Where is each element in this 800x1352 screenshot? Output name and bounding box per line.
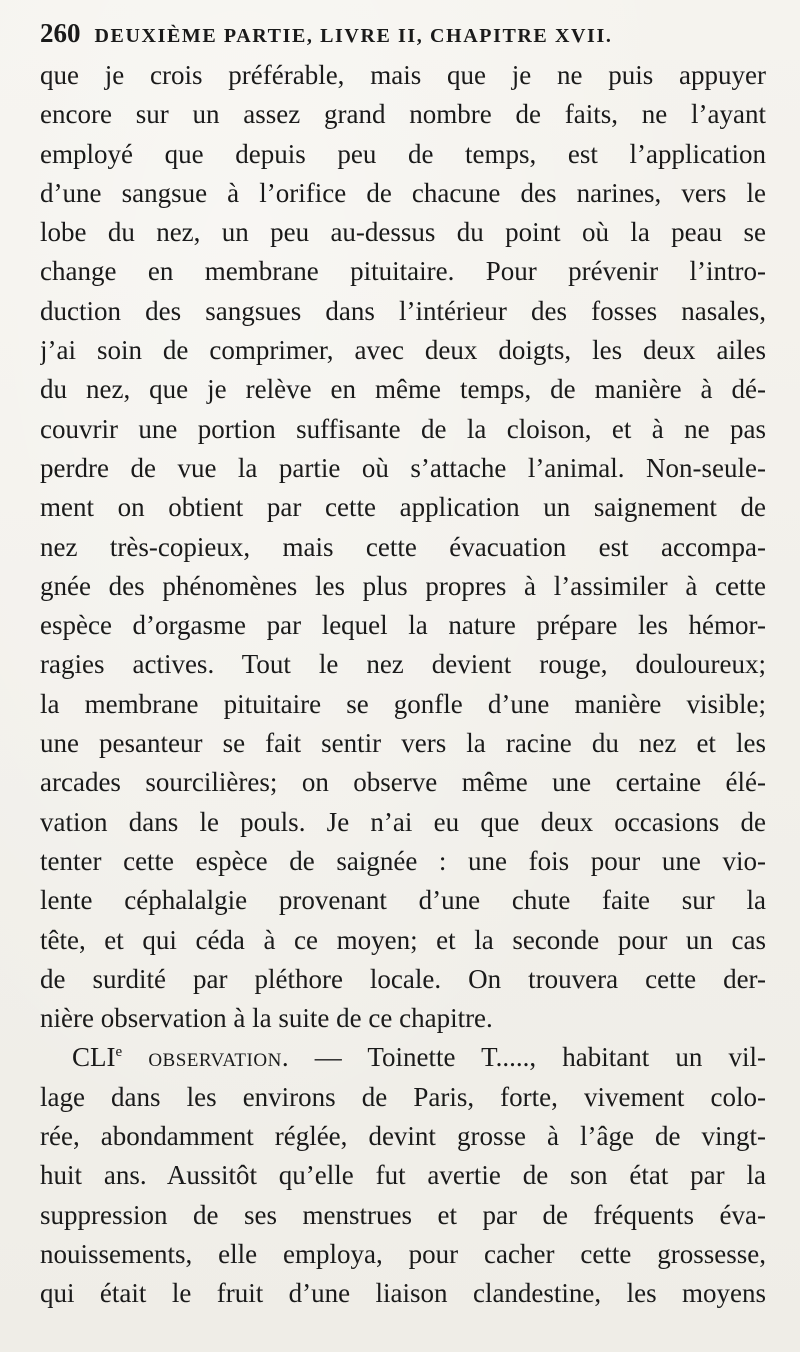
observation-superscript: e xyxy=(115,1044,123,1061)
text-line: nouissements, elle employa, pour cacher cette grossesse, xyxy=(40,1238,766,1269)
text-line: rée, abondamment réglée, devint grosse à l’âge de vingt- xyxy=(40,1121,766,1152)
text-line: de surdité par pléthore locale. On trouvera cette der- xyxy=(40,963,766,994)
text-line: ragies actives. Tout le nez devient rouge, douloureux; xyxy=(40,649,766,680)
text-line: encore sur un assez grand nombre de faits, ne l’ayant xyxy=(40,99,766,130)
text-line: tête, et qui céda à ce moyen; et la seconde pour un cas xyxy=(40,924,766,955)
text-line: suppression de ses menstrues et par de fréquents éva- xyxy=(40,1199,766,1230)
paragraph-2 xyxy=(40,1038,766,1313)
text-line: une pesanteur se fait sentir vers la racine du nez et les xyxy=(40,728,766,759)
text-line: change en membrane pituitaire. Pour prévenir l’intro- xyxy=(40,256,766,287)
text-line: couvrir une portion suffisante de la cloison, et à ne pas xyxy=(40,413,766,444)
text-line: lente céphalalgie provenant d’une chute faite sur la xyxy=(40,885,766,916)
observation-heading-line xyxy=(40,1038,766,1077)
page-number: 260 xyxy=(40,18,81,48)
chapter-heading: DEUXIÈME PARTIE, LIVRE II, CHAPITRE XVII. xyxy=(94,25,613,47)
paragraph-1 xyxy=(40,56,766,1038)
text-line: lobe du nez, un peu au-dessus du point où la peau se xyxy=(40,217,766,248)
running-head xyxy=(40,18,766,52)
text-line: gnée des phénomènes les plus propres à l’assimiler à cette xyxy=(40,570,766,601)
text-body xyxy=(40,56,766,1314)
text-line: employé que depuis peu de temps, est l’application xyxy=(40,138,766,169)
text-line: vation dans le pouls. Je n’ai eu que deux occasions de xyxy=(40,806,766,837)
text-line: lage dans les environs de Paris, forte, vivement colo- xyxy=(40,1081,766,1112)
text-line: qui était le fruit d’une liaison clandestine, les moyens xyxy=(40,1278,766,1309)
text-line: duction des sangsues dans l’intérieur des fosses nasales, xyxy=(40,295,766,326)
text-line: huit ans. Aussitôt qu’elle fut avertie de son état par la xyxy=(40,1160,766,1191)
observation-number: CLI xyxy=(72,1042,116,1073)
text-line: tenter cette espèce de saignée : une fois pour une vio- xyxy=(40,845,766,876)
text-line: perdre de vue la partie où s’attache l’animal. Non-seule- xyxy=(40,452,766,483)
text-line: nez très-copieux, mais cette évacuation est accompa- xyxy=(40,531,766,562)
text-line: nière observation à la suite de ce chapitre. xyxy=(40,1003,493,1034)
observation-label: observation xyxy=(148,1042,282,1073)
text-line: la membrane pituitaire se gonfle d’une manière visible; xyxy=(40,688,766,719)
text-line: d’une sangsue à l’orifice de chacune des narines, vers le xyxy=(40,177,766,208)
text-line: j’ai soin de comprimer, avec deux doigts, les deux ailes xyxy=(40,335,766,366)
text-line: arcades sourcilières; on observe même une certaine élé- xyxy=(40,767,766,798)
observation-first-line-text: . — Toinette T....., habitant un vil- xyxy=(281,1042,766,1073)
text-line: que je crois préférable, mais que je ne puis appuyer xyxy=(40,60,766,90)
text-line: du nez, que je relève en même temps, de manière à dé- xyxy=(40,374,766,405)
text-line: espèce d’orgasme par lequel la nature prépare les hémor- xyxy=(40,610,766,641)
text-line: ment on obtient par cette application un saignement de xyxy=(40,492,766,523)
